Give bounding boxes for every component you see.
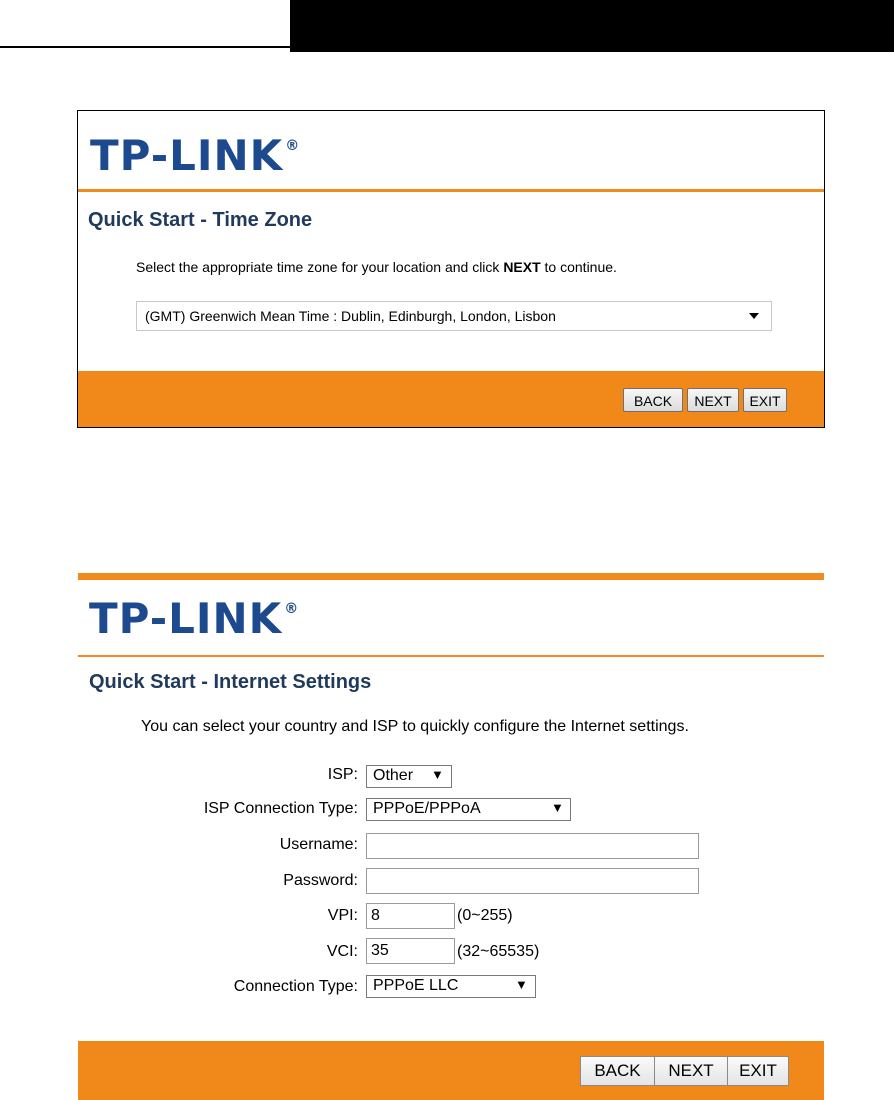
page-header-bar (0, 0, 894, 52)
isp-connection-type-select[interactable] (366, 798, 571, 821)
next-button[interactable]: NEXT (687, 388, 739, 412)
tp-link-logo-2 (89, 594, 300, 643)
header-divider-2 (78, 655, 824, 657)
vpi-value: 8 (371, 907, 380, 924)
isp-connection-type-value: PPPoE/PPPoA (373, 800, 481, 817)
header-right-block (290, 0, 894, 52)
password-field[interactable] (366, 868, 699, 894)
registered-mark: ® (284, 601, 300, 617)
connection-type-select[interactable] (366, 975, 536, 998)
connection-type-value: PPPoE LLC (373, 977, 459, 994)
instruction-text (136, 259, 617, 275)
page-title-2: Quick Start - Internet Settings (89, 671, 372, 693)
instruction-pre: Select the appropriate time zone for your location and click (136, 259, 504, 275)
time-zone-panel (77, 110, 825, 428)
chevron-down-icon (749, 313, 759, 319)
next-button[interactable]: NEXT (654, 1056, 728, 1086)
button-bar (78, 371, 824, 427)
vci-label: VCI: (326, 943, 358, 960)
logo-text: TP-LINK (90, 131, 284, 180)
isp-label: ISP: (327, 766, 358, 783)
chevron-down-icon: ▼ (551, 800, 564, 815)
chevron-down-icon: ▼ (515, 977, 528, 992)
header-left-block (0, 0, 290, 48)
logo-text: TP-LINK (89, 594, 283, 643)
chevron-down-icon: ▼ (431, 767, 444, 782)
timezone-select[interactable] (136, 301, 772, 331)
vci-field[interactable] (366, 938, 455, 964)
isp-select[interactable] (366, 765, 452, 788)
instruction-bold: NEXT (503, 259, 541, 275)
exit-button[interactable]: EXIT (727, 1056, 789, 1086)
panel2-top-bar (78, 573, 824, 580)
vpi-range-hint: (0~255) (457, 907, 513, 924)
connection-type-label: Connection Type: (233, 978, 358, 995)
vpi-label: VPI: (327, 907, 358, 924)
vci-range-hint: (32~65535) (457, 943, 540, 960)
instruction-post: to continue. (540, 259, 617, 275)
password-label: Password: (283, 872, 358, 889)
page-title: Quick Start - Time Zone (88, 209, 313, 231)
button-bar-2 (78, 1041, 824, 1100)
header-divider (78, 189, 824, 192)
back-button[interactable]: BACK (623, 388, 683, 412)
isp-value: Other (373, 767, 414, 784)
registered-mark: ® (285, 138, 301, 154)
username-field[interactable] (366, 833, 699, 859)
timezone-value: (GMT) Greenwich Mean Time : Dublin, Edinburgh, London, Lisbon (145, 308, 556, 324)
tp-link-logo (90, 131, 301, 180)
isp-connection-type-label: ISP Connection Type: (203, 800, 358, 817)
vci-value: 35 (371, 942, 389, 959)
vpi-field[interactable] (366, 903, 455, 929)
back-button[interactable]: BACK (580, 1056, 655, 1086)
username-label: Username: (279, 836, 358, 853)
instruction-text-2: You can select your country and ISP to quickly configure the Internet settings. (141, 718, 689, 735)
exit-button[interactable]: EXIT (743, 388, 787, 412)
